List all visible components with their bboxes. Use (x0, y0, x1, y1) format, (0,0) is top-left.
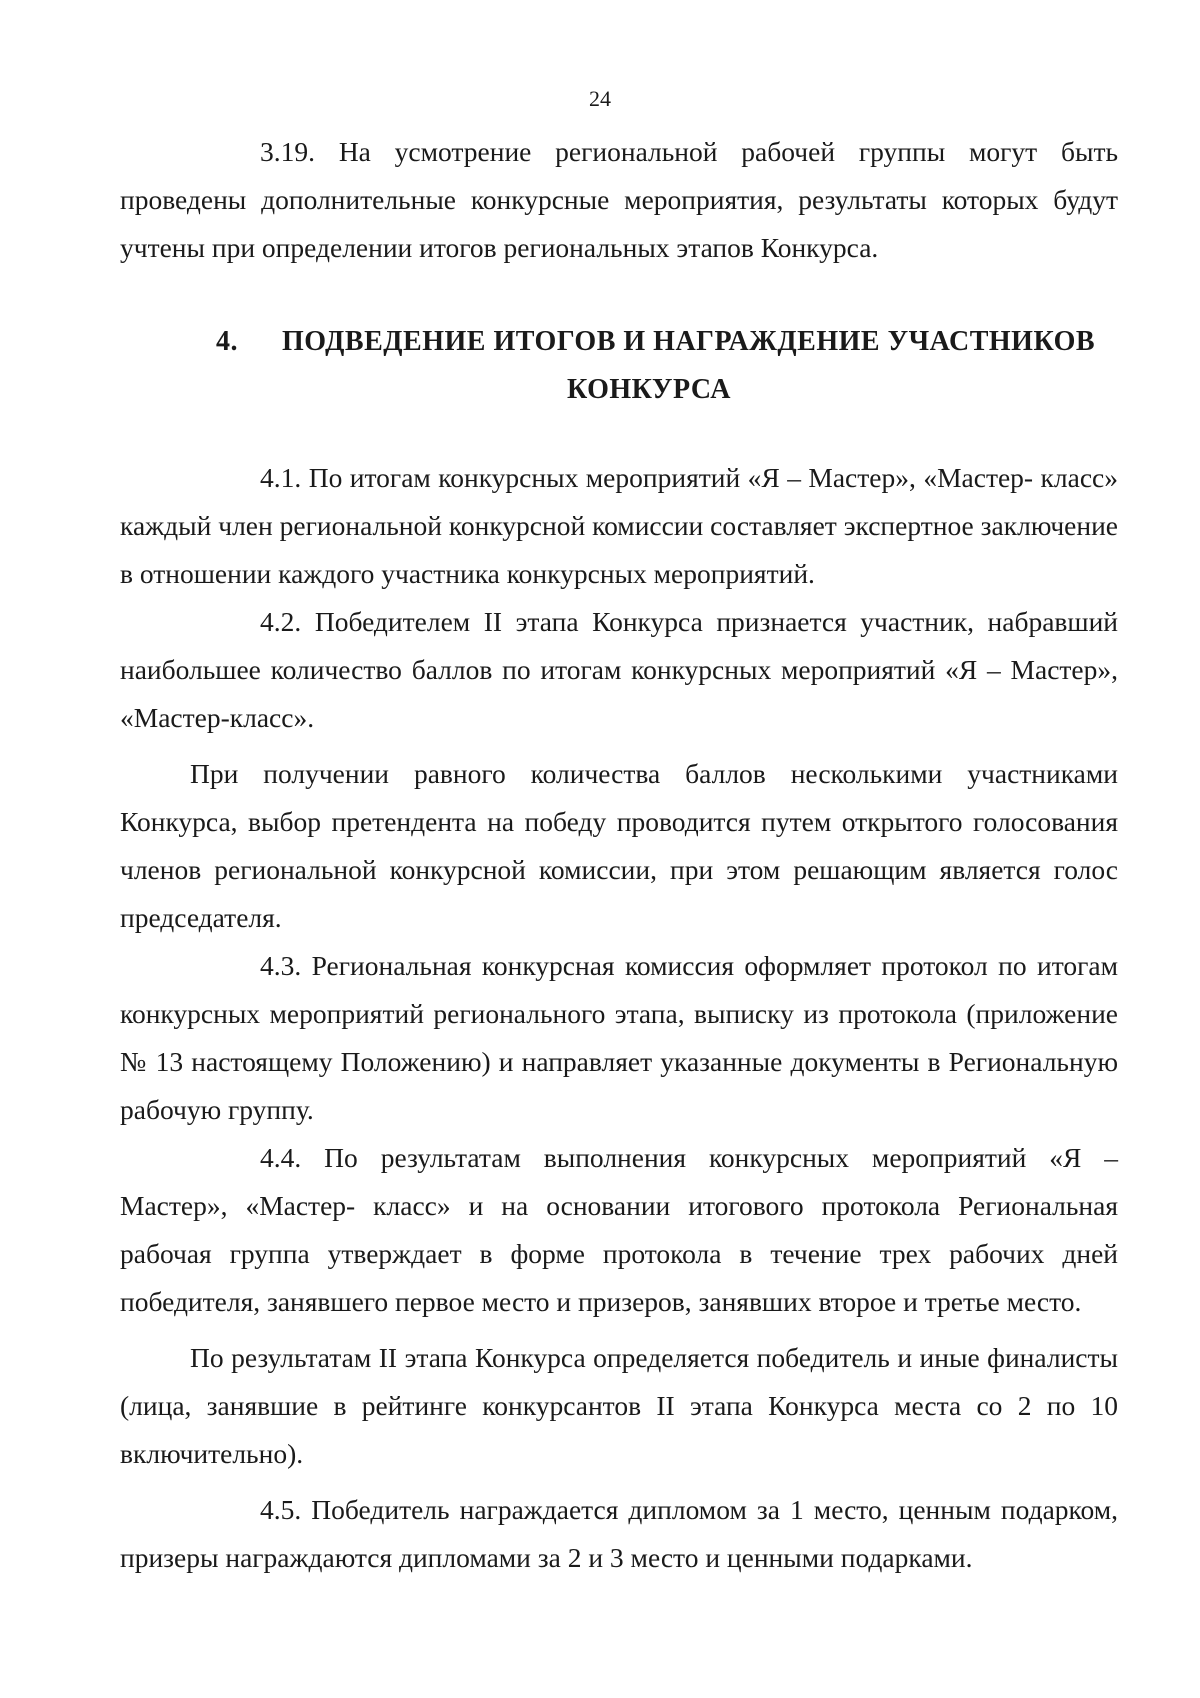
document-body (120, 128, 1118, 1582)
paragraph-text: При получении равного количества баллов несколькими участниками Конкурса, выбор претендента на победу проводится путем открытого голосования членов региональной конкурсной комиссии, при этом решающим является голос председателя. (120, 758, 1118, 933)
paragraph-text: Победитель награждается дипломом за 1 место, ценным подарком, призеры награждаются дипломами за 2 и 3 место и ценными подарками. (120, 1494, 1118, 1573)
section-title-line2: КОНКУРСА (567, 374, 731, 405)
paragraph-number: 4.2. (260, 606, 302, 637)
paragraph-text: По результатам II этапа Конкурса определяется победитель и иные финалисты (лица, занявшие в рейтинге конкурсантов II этапа Конкурса места со 2 по 10 включительно). (120, 1342, 1118, 1469)
paragraph-4-5 (120, 1486, 1118, 1582)
paragraph-number: 4.5. (260, 1494, 302, 1525)
paragraph-text: На усмотрение региональной рабочей группы могут быть проведены дополнительные конкурсные мероприятия, результаты которых будут учтены при определении итогов региональных этапов Конкурса. (120, 136, 1119, 263)
paragraph-text: Региональная конкурсная комиссия оформляет протокол по итогам конкурсных мероприятий регионального этапа, выписку из протокола (приложение № 13 настоящему Положению) и направляет указанные документы в Региональную рабочую группу. (120, 950, 1118, 1125)
paragraph-3-19 (120, 128, 1118, 272)
paragraph-4-4 (120, 1134, 1118, 1326)
page-number: 24 (589, 86, 611, 111)
paragraph-number: 3.19. (260, 136, 315, 167)
section-number: 4. (216, 326, 238, 357)
paragraph-text: Победителем II этапа Конкурса признается участник, набравший наибольшее количество баллов по итогам конкурсных мероприятий «Я – Мастер», «Мастер-класс». (120, 606, 1118, 733)
paragraph-4-1 (120, 454, 1118, 598)
paragraph-4-2 (120, 598, 1118, 742)
paragraph-text: По итогам конкурсных мероприятий «Я – Мастер», «Мастер- класс» каждый член региональной конкурсной комиссии составляет экспертное заключение в отношении каждого участника конкурсных мероприятий. (120, 462, 1118, 589)
section-title-line1: ПОДВЕДЕНИЕ ИТОГОВ И НАГРАЖДЕНИЕ УЧАСТНИКОВ (282, 326, 1096, 357)
paragraph-number: 4.3. (260, 950, 302, 981)
paragraph-number: 4.1. (260, 462, 302, 493)
paragraph-4-4-finalists (120, 1334, 1118, 1478)
paragraph-text: По результатам выполнения конкурсных мероприятий «Я – Мастер», «Мастер- класс» и на основании итогового протокола Региональная рабочая группа утверждает в форме протокола в течение трех рабочих дней победителя, занявшего первое место и призеров, занявших второе и третье место. (120, 1142, 1118, 1317)
section-heading (120, 318, 1118, 414)
paragraph-4-3 (120, 942, 1118, 1134)
paragraph-number: 4.4. (260, 1142, 302, 1173)
paragraph-4-2-tie (120, 750, 1118, 942)
